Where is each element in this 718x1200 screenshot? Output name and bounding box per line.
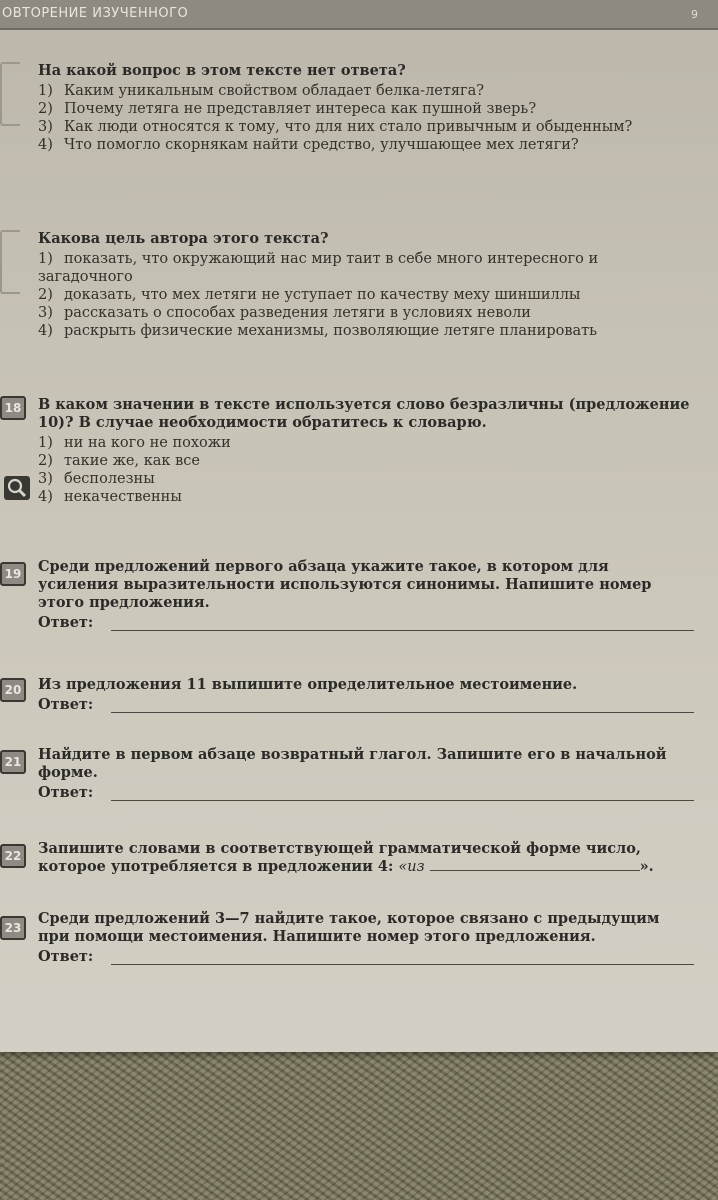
answer-label: Ответ: xyxy=(38,614,94,631)
answer-row xyxy=(38,948,694,965)
task-22 xyxy=(38,840,694,876)
dictionary-magnifier-icon xyxy=(4,476,30,500)
carpet-background xyxy=(0,1040,718,1200)
answer-label: Ответ: xyxy=(38,948,94,965)
option[interactable]: 4) некачественны xyxy=(38,489,182,505)
option[interactable]: 1) ни на кого не похожи xyxy=(38,435,231,451)
section-title: ОВТОРЕНИЕ ИЗУЧЕННОГО xyxy=(2,6,189,21)
answer-field[interactable] xyxy=(111,698,694,713)
option[interactable]: 3) бесполезны xyxy=(38,471,155,487)
option[interactable]: 2) Почему летяга не представляет интереса как пушной зверь? xyxy=(38,101,537,117)
task-number-badge: 20 xyxy=(0,678,26,702)
answer-label: Ответ: xyxy=(38,696,94,713)
task-number-badge: 23 xyxy=(0,916,26,940)
number-in-words-field[interactable] xyxy=(430,858,640,871)
task-question: Найдите в первом абзаце возвратный глагол. Запишите его в начальной форме. xyxy=(38,746,667,781)
answer-row xyxy=(38,784,694,801)
option[interactable]: 2) доказать, что мех летяги не уступает по качеству меху шиншиллы xyxy=(38,287,581,303)
option[interactable]: 4) раскрыть физические механизмы, позволяющие летяге планировать xyxy=(38,323,598,339)
task-19 xyxy=(38,558,694,631)
quote-close: ». xyxy=(639,858,654,875)
task-17 xyxy=(38,230,694,340)
option[interactable]: 2) такие же, как все xyxy=(38,453,200,469)
option[interactable]: 3) рассказать о способах разведения летяги в условиях неволи xyxy=(38,305,531,321)
task-question: Среди предложений первого абзаца укажите такое, в котором для усиления выразительности используются синонимы. Напишите номер этого предложения. xyxy=(38,558,652,611)
answer-field[interactable] xyxy=(111,950,694,965)
answer-row xyxy=(38,614,694,631)
task-20 xyxy=(38,676,694,713)
task-18 xyxy=(38,396,694,506)
task-question: На какой вопрос в этом тексте нет ответа? xyxy=(38,62,406,79)
answer-label: Ответ: xyxy=(38,784,94,801)
quote-open: «из xyxy=(398,859,425,875)
answer-options xyxy=(38,250,694,340)
task-question: Запишите словами в соответствующей грамматической форме число, которое употребляется в предложении 4: «из ». xyxy=(38,840,654,875)
answer-field[interactable] xyxy=(111,786,694,801)
task-question: Какова цель автора этого текста? xyxy=(38,230,329,247)
task-question: В каком значении в тексте используется слово безразличны (предложение 10)? В случае необходимости обратитесь к словарю. xyxy=(38,396,690,431)
option[interactable]: 1) показать, что окружающий нас мир таит в себе много интересного и загадочного xyxy=(38,251,599,285)
option[interactable]: 4) Что помогло скорнякам найти средство, улучшающее мех летяги? xyxy=(38,137,579,153)
answer-row xyxy=(38,696,694,713)
task-question: Среди предложений 3—7 найдите такое, которое связано с предыдущим при помощи местоимения. Напишите номер этого предложения. xyxy=(38,910,660,945)
answer-options xyxy=(38,434,694,506)
task-number-badge: 19 xyxy=(0,562,26,586)
task-marker xyxy=(0,62,20,126)
task-number-badge: 21 xyxy=(0,750,26,774)
task-23 xyxy=(38,910,694,965)
task-question: Из предложения 11 выпишите определительное местоимение. xyxy=(38,676,578,693)
section-header xyxy=(0,0,718,30)
option[interactable]: 1) Каким уникальным свойством обладает белка-летяга? xyxy=(38,83,485,99)
task-16 xyxy=(38,62,694,154)
task-number-badge: 22 xyxy=(0,844,26,868)
option[interactable]: 3) Как люди относятся к тому, что для них стало привычным и обыденным? xyxy=(38,119,633,135)
task-number-badge: 18 xyxy=(0,396,26,420)
answer-options xyxy=(38,82,694,154)
answer-field[interactable] xyxy=(111,616,694,631)
page-number: 9 xyxy=(691,8,698,21)
task-21 xyxy=(38,746,694,801)
task-marker xyxy=(0,230,20,294)
